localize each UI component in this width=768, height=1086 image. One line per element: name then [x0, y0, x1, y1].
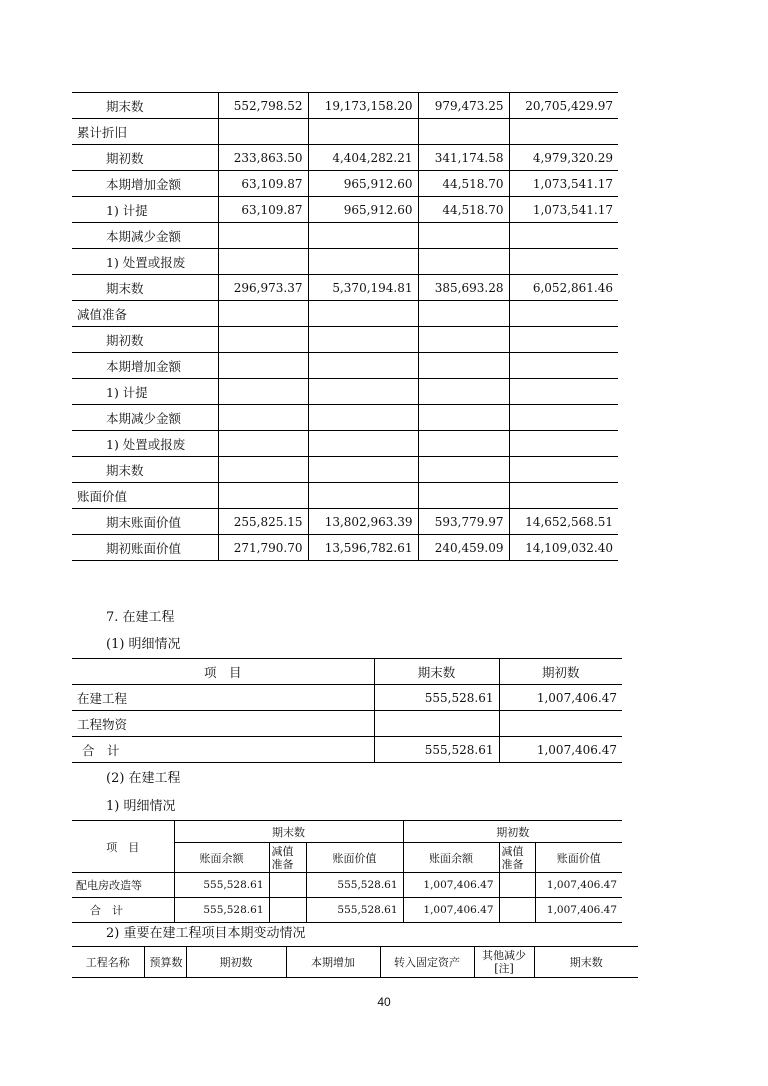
value-cell	[218, 327, 308, 353]
value-cell: 20,705,429.97	[509, 93, 618, 119]
header-cell: 其他减少 [注]	[474, 947, 534, 978]
value-cell	[308, 353, 418, 379]
table-row	[72, 379, 618, 405]
value-cell: 44,518.70	[418, 171, 509, 197]
header-cell: 转入固定资产	[380, 947, 474, 978]
value-cell	[509, 379, 618, 405]
value-cell: 965,912.60	[308, 171, 418, 197]
value-cell: 1,007,406.47	[499, 737, 622, 763]
value-cell: 14,109,032.40	[509, 535, 618, 561]
value-cell	[509, 301, 618, 327]
value-cell: 1,007,406.47	[403, 898, 499, 923]
value-cell	[218, 249, 308, 275]
value-cell: 255,825.15	[218, 509, 308, 535]
table-row	[72, 197, 618, 223]
value-cell: 555,528.61	[174, 898, 269, 923]
value-cell: 240,459.09	[418, 535, 509, 561]
header-cell: 账面余额	[403, 843, 499, 873]
row-label: 本期减少金额	[72, 405, 218, 431]
value-cell: 296,973.37	[218, 275, 308, 301]
value-cell	[418, 457, 509, 483]
row-label: 期末数	[72, 93, 218, 119]
value-cell	[308, 119, 418, 145]
value-cell: 1,007,406.47	[535, 898, 622, 923]
table-row	[72, 249, 618, 275]
table-row	[72, 483, 618, 509]
table-row	[72, 145, 618, 171]
value-cell	[308, 301, 418, 327]
row-label: 期初账面价值	[72, 535, 218, 561]
value-cell: 965,912.60	[308, 197, 418, 223]
table-row	[72, 93, 618, 119]
value-cell	[269, 873, 306, 898]
value-cell	[418, 223, 509, 249]
fixed-assets-table	[72, 92, 618, 561]
header-cell: 期初数	[499, 659, 622, 685]
table-row	[72, 275, 618, 301]
value-cell: 555,528.61	[174, 873, 269, 898]
value-cell: 341,174.58	[418, 145, 509, 171]
row-label: 1) 处置或报废	[72, 431, 218, 457]
header-cell: 期初数	[403, 821, 622, 843]
value-cell	[509, 405, 618, 431]
value-cell	[269, 898, 306, 923]
value-cell	[308, 327, 418, 353]
value-cell	[509, 223, 618, 249]
value-cell	[218, 119, 308, 145]
value-cell	[218, 223, 308, 249]
table-header-row	[72, 659, 622, 685]
value-cell: 13,596,782.61	[308, 535, 418, 561]
value-cell	[418, 353, 509, 379]
header-cell: 账面价值	[535, 843, 622, 873]
header-cell: 减值准备	[269, 843, 306, 873]
table-row	[72, 327, 618, 353]
row-label: 合 计	[72, 737, 374, 763]
value-cell	[509, 249, 618, 275]
row-label: 期初数	[72, 145, 218, 171]
value-cell: 63,109.87	[218, 197, 308, 223]
table-row	[72, 873, 622, 898]
value-cell: 4,979,320.29	[509, 145, 618, 171]
table-row	[72, 898, 622, 923]
header-cell: 期末数	[174, 821, 403, 843]
row-label: 本期减少金额	[72, 223, 218, 249]
value-cell	[308, 483, 418, 509]
value-cell	[218, 457, 308, 483]
row-label: 合 计	[72, 898, 174, 923]
header-cell: 项 目	[72, 659, 374, 685]
value-cell	[308, 405, 418, 431]
value-cell	[218, 431, 308, 457]
row-label: 1) 计提	[72, 197, 218, 223]
value-cell: 555,528.61	[306, 898, 403, 923]
value-cell: 1,007,406.47	[499, 685, 622, 711]
subsection-title: 1) 明细情况	[106, 799, 176, 814]
value-cell	[418, 119, 509, 145]
value-cell	[499, 873, 535, 898]
header-cell: 项 目	[72, 821, 174, 873]
row-label: 本期增加金额	[72, 171, 218, 197]
table-row	[72, 431, 618, 457]
header-cell: 期末数	[534, 947, 638, 978]
row-label: 1) 处置或报废	[72, 249, 218, 275]
value-cell	[418, 379, 509, 405]
value-cell: 385,693.28	[418, 275, 509, 301]
value-cell	[418, 301, 509, 327]
value-cell	[418, 483, 509, 509]
value-cell: 5,370,194.81	[308, 275, 418, 301]
value-cell	[218, 379, 308, 405]
value-cell: 1,007,406.47	[403, 873, 499, 898]
page-number: 40	[377, 995, 391, 1009]
value-cell	[509, 431, 618, 457]
table-row	[72, 119, 618, 145]
subsection-title: 2) 重要在建工程项目本期变动情况	[106, 926, 306, 941]
table-row	[72, 737, 622, 763]
value-cell: 233,863.50	[218, 145, 308, 171]
value-cell	[374, 711, 499, 737]
value-cell: 6,052,861.46	[509, 275, 618, 301]
value-cell	[218, 353, 308, 379]
header-cell: 预算数	[144, 947, 186, 978]
table-header-row	[72, 947, 638, 978]
value-cell	[509, 457, 618, 483]
value-cell	[509, 353, 618, 379]
value-cell: 1,007,406.47	[535, 873, 622, 898]
table-row	[72, 457, 618, 483]
value-cell	[418, 327, 509, 353]
value-cell	[218, 405, 308, 431]
header-cell: 减值准备	[499, 843, 535, 873]
value-cell: 44,518.70	[418, 197, 509, 223]
value-cell: 552,798.52	[218, 93, 308, 119]
table-row	[72, 685, 622, 711]
value-cell: 14,652,568.51	[509, 509, 618, 535]
table-row	[72, 171, 618, 197]
row-label: 减值准备	[72, 301, 218, 327]
header-cell: 期末数	[374, 659, 499, 685]
row-label: 工程物资	[72, 711, 374, 737]
value-cell: 555,528.61	[306, 873, 403, 898]
value-cell	[308, 249, 418, 275]
value-cell: 555,528.61	[374, 737, 499, 763]
value-cell	[308, 431, 418, 457]
table-header-row	[72, 821, 622, 843]
header-cell: 本期增加	[286, 947, 380, 978]
header-cell: 期初数	[186, 947, 286, 978]
row-label: 1) 计提	[72, 379, 218, 405]
value-cell: 4,404,282.21	[308, 145, 418, 171]
value-cell: 555,528.61	[374, 685, 499, 711]
value-cell: 19,173,158.20	[308, 93, 418, 119]
value-cell: 1,073,541.17	[509, 197, 618, 223]
row-label: 累计折旧	[72, 119, 218, 145]
value-cell	[509, 483, 618, 509]
table-row	[72, 223, 618, 249]
value-cell	[218, 483, 308, 509]
row-label: 期末账面价值	[72, 509, 218, 535]
value-cell	[509, 119, 618, 145]
header-cell: 工程名称	[72, 947, 144, 978]
row-label: 期末数	[72, 457, 218, 483]
value-cell: 271,790.70	[218, 535, 308, 561]
construction-detail-table	[72, 820, 622, 923]
construction-summary-table	[72, 658, 622, 763]
value-cell: 1,073,541.17	[509, 171, 618, 197]
value-cell	[218, 301, 308, 327]
table-row	[72, 301, 618, 327]
table-row	[72, 353, 618, 379]
value-cell	[509, 327, 618, 353]
table-row	[72, 405, 618, 431]
value-cell	[418, 431, 509, 457]
value-cell: 593,779.97	[418, 509, 509, 535]
value-cell	[499, 711, 622, 737]
row-label: 期末数	[72, 275, 218, 301]
subsection-title: (2) 在建工程	[106, 771, 181, 786]
value-cell: 979,473.25	[418, 93, 509, 119]
value-cell: 13,802,963.39	[308, 509, 418, 535]
header-cell: 账面余额	[174, 843, 269, 873]
table-row	[72, 509, 618, 535]
row-label: 期初数	[72, 327, 218, 353]
value-cell	[308, 223, 418, 249]
table-row	[72, 711, 622, 737]
row-label: 账面价值	[72, 483, 218, 509]
construction-change-table	[72, 946, 638, 978]
header-cell: 账面价值	[306, 843, 403, 873]
value-cell	[308, 457, 418, 483]
value-cell	[308, 379, 418, 405]
value-cell	[418, 405, 509, 431]
row-label: 本期增加金额	[72, 353, 218, 379]
value-cell	[499, 898, 535, 923]
row-label: 在建工程	[72, 685, 374, 711]
table-row	[72, 535, 618, 561]
section-title: 7. 在建工程	[106, 610, 175, 625]
row-label: 配电房改造等	[72, 873, 174, 898]
subsection-title: (1) 明细情况	[106, 637, 181, 652]
value-cell: 63,109.87	[218, 171, 308, 197]
value-cell	[418, 249, 509, 275]
